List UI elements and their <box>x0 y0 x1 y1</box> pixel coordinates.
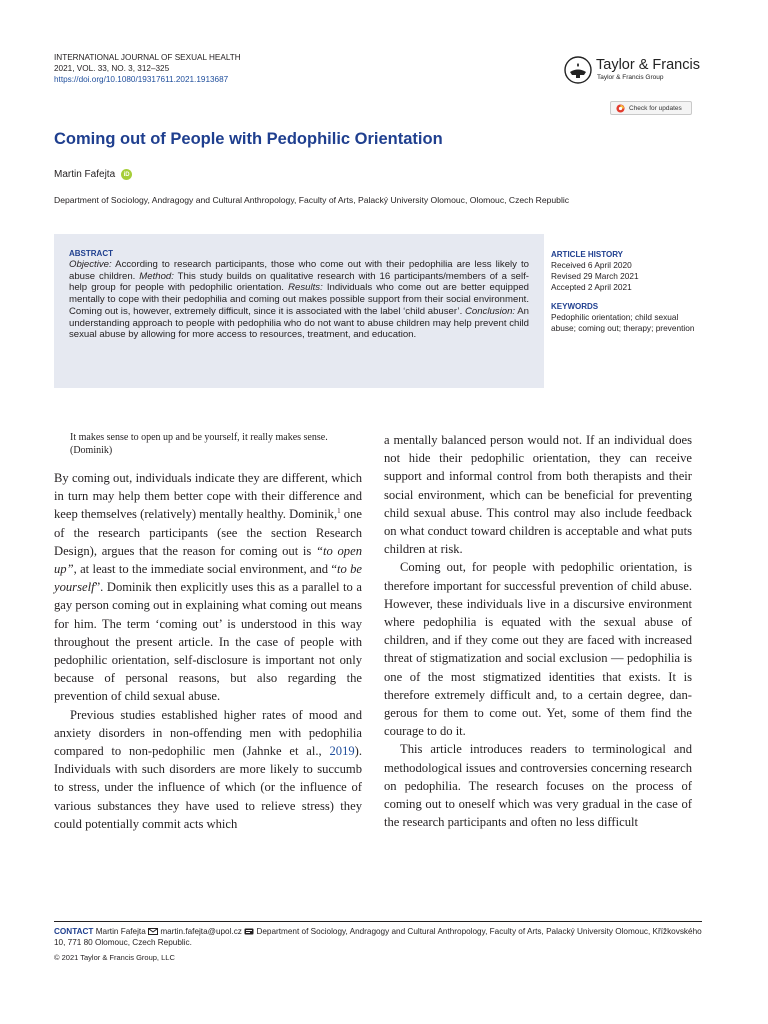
received-date: Received 6 April 2020 <box>551 260 632 270</box>
results-text: Individuals who come out are better equipped mentally to cope with their pedophilia and coming out makes possible support from their social environment. Coming out is, however, extremely difficult, since it is associated with the label ‘child abuser’. <box>69 282 529 317</box>
volume-info: 2021, VOL. 33, NO. 3, 312–325 <box>54 64 170 73</box>
keywords-list: Pedophilic orientation; child sexual abuse; coming out; therapy; prevention <box>551 312 695 333</box>
method-text: This study builds on qualitative research with 16 participants/members of a self-help group for people with pedophilic orientation. <box>69 270 530 294</box>
p1-quote-be-yourself: to be yourself <box>54 562 362 595</box>
results-label: Results: <box>288 282 323 294</box>
check-updates-icon <box>616 104 625 113</box>
journal-name: INTERNATIONAL JOURNAL OF SEXUAL HEALTH <box>54 53 241 62</box>
keywords-heading: KEYWORDS <box>551 302 599 311</box>
p1-text-d: ”. Dominik then explicitly uses this as a parallel to a gay person coming out in explaining what coming out means for him. The term ‘coming out’ is understood in this way throughout the present article. In the case of people with pedophilic orientation, self-disclosure is important not only because of personal reasons, but also regarding the prevention of child sexual abuse. <box>54 580 362 704</box>
footer-divider <box>54 921 702 922</box>
objective-text: According to research participants, those who come out with their pedophilia are less likely to abuse children. <box>69 259 529 282</box>
p2-text-a: Previous studies established higher rates of mood and anxiety disorders in non-offending men with pedophilia compared to non-pedophilic men (Jahnke et al., <box>54 707 362 759</box>
p1-quote-open-up: “to open up” <box>54 543 362 577</box>
contact-label: CONTACT <box>54 927 94 936</box>
journal-info <box>54 52 241 85</box>
citation-link[interactable]: 2019 <box>329 744 355 759</box>
check-updates-label: Check for updates <box>629 105 682 112</box>
paragraph-2 <box>54 706 362 833</box>
postal-icon <box>244 928 254 935</box>
contact-name: Martin Fafejta <box>93 927 149 936</box>
revised-date: Revised 29 March 2021 <box>551 271 639 281</box>
method-label: Method: <box>139 270 174 282</box>
lamp-emblem-icon <box>563 56 593 84</box>
article-sidebar <box>551 249 701 334</box>
publisher-name: Taylor & Francis <box>596 57 700 73</box>
p2-text-b: ). Individuals with such disorders are more likely to succumb to stress, under the influence of which (or the influence of various substances they have used to relieve stress) they could potentially commit acts which <box>54 744 362 831</box>
contact-address: Department of Sociology, Andragogy and Cultural Anthropology, Faculty of Arts, Palacký University Olomouc, Křížkovského 10, 771 80 Olomouc, Czech Republic. <box>54 927 702 947</box>
body-column-left <box>54 431 362 833</box>
article-title: Coming out of People with Pedophilic Orientation <box>54 130 443 148</box>
author-name: Martin Fafejta <box>54 169 116 180</box>
abstract-text <box>69 259 529 341</box>
p1-text-b: one of the research participants (see the section Research Design), argues that the reason for coming out is <box>54 507 362 558</box>
orcid-icon[interactable]: iD <box>121 169 132 180</box>
publisher-logo <box>563 54 703 88</box>
contact-footer <box>54 926 702 948</box>
contact-email[interactable]: martin.fafejta@upol.cz <box>160 927 242 936</box>
footnote-marker[interactable]: 1 <box>337 507 341 516</box>
paragraph-5: This article introduces readers to terminological and methodological issues and controversies concerning research on pedophilia. The research focuses on the process of coming out to oneself which was very gradual in the case of the research participants and often no less difficult <box>384 742 692 830</box>
copyright: © 2021 Taylor & Francis Group, LLC <box>54 953 175 962</box>
objective-label: Objective: <box>69 259 112 270</box>
paragraph-4: Coming out, for people with pedophilic orientation, is therefore important for successful prevention of child abuse. However, these individuals live in a discursive environment where pedophilia is equated with the sexual abuse of children, and if they come out they are faced with increased threat of stigmatization and social exclusion — pedophilia is one of the most stigmatized identities that exists. It is therefore extremely difficult and, to a certain degree, dangerous for them to come out. Yet, some of them find the courage to do it. <box>384 560 692 739</box>
p1-text-c: , at least to the immediate social environment, and “ <box>73 562 337 577</box>
body-column-right <box>384 431 692 831</box>
publisher-group: Taylor & Francis Group <box>597 74 664 81</box>
check-for-updates-button[interactable] <box>610 101 692 115</box>
paragraph-1 <box>54 469 362 706</box>
epigraph: It makes sense to open up and be yourself, it really makes sense. (Dominik) <box>70 432 328 456</box>
paragraph-3: a mentally balanced person would not. If an individual does not hide their pedophilic orientation, they can receive support and informal control from both therapists and their social environment, which can be beneficial for preventing child sexual abuse. This control may also include feedback on what conduct toward children is acceptable and what puts children at risk. <box>384 433 692 557</box>
p1-text-a: By coming out, individuals indicate they are different, which in turn may help them better cope with their difference and keep themselves (relatively) mentally healthy. Dominik, <box>54 471 362 522</box>
affiliation: Department of Sociology, Andragogy and Cultural Anthropology, Faculty of Arts, Palacký University Olomouc, Olomouc, Czech Republic <box>54 195 570 205</box>
conclusion-label: Conclusion: <box>464 305 516 317</box>
abstract-heading: ABSTRACT <box>69 249 113 258</box>
history-heading: ARTICLE HISTORY <box>551 250 624 259</box>
accepted-date: Accepted 2 April 2021 <box>551 282 632 292</box>
author-line <box>54 169 132 180</box>
doi-link[interactable]: https://doi.org/10.1080/19317611.2021.1913687 <box>54 75 229 84</box>
email-icon <box>148 928 158 935</box>
abstract-box <box>54 234 544 388</box>
conclusion-text: An understanding approach to people with pedophilia who do not want to abuse children may help prevent child sexual abuse by allowing for more access to resources, treatment, and education. <box>69 305 529 341</box>
